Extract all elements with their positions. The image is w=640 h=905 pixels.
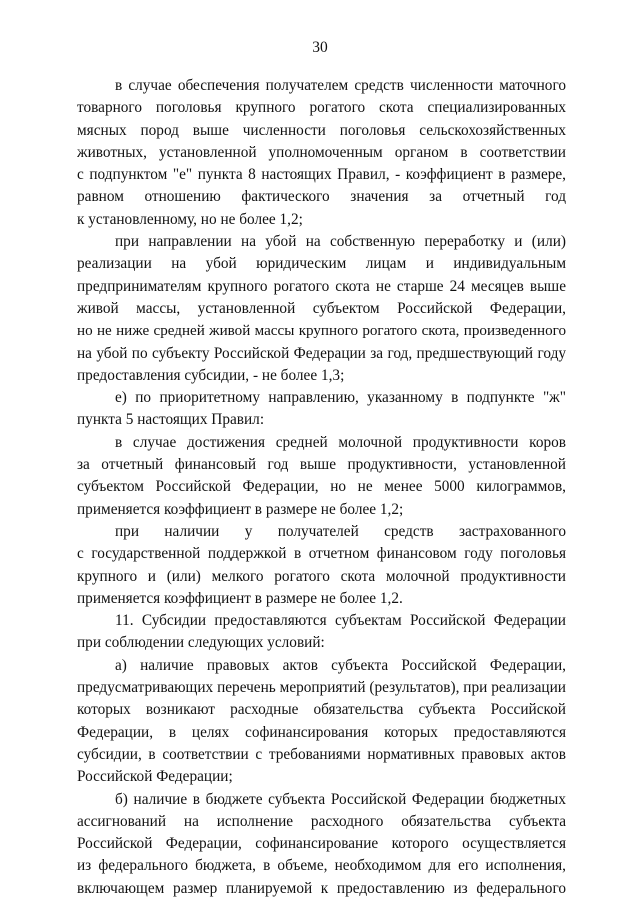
text-line: субъектом Российской Федерации, но не менее 5000 килограммов, (77, 478, 566, 496)
text-line: применяется коэффициент в размере не более 1,2; (77, 500, 404, 518)
text-line: за отчетный финансовый год выше продуктивности, установленной (77, 456, 566, 474)
text-line: применяется коэффициент в размере не более 1,2. (77, 589, 403, 607)
text-line: Российской Федерации, софинансирование которого осуществляется (77, 835, 566, 853)
text-line: предусматривающих перечень мероприятий (результатов), при реализации (77, 679, 566, 697)
text-line: в случае обеспечения получателем средств численности маточного (115, 77, 566, 94)
text-line: субсидии, в соответствии с требованиями нормативных правовых актов (77, 745, 566, 763)
document-body (77, 75, 566, 900)
text-line: б) наличие в бюджете субъекта Российской Федерации бюджетных (115, 790, 566, 808)
text-line: 11. Субсидии предоставляются субъектам Российской Федерации (115, 612, 566, 630)
text-line: с государственной поддержкой в отчетном финансовом году поголовья (77, 545, 566, 563)
text-line: при соблюдении следующих условий: (77, 634, 325, 652)
text-line: включающем размер планируемой к предоставлению из федерального (77, 879, 566, 897)
text-line: но не ниже средней живой массы крупного рогатого скота, произведенного (77, 323, 566, 340)
page-number: 30 (312, 39, 328, 56)
text-line: равном отношению фактического значения за отчетный год (77, 188, 566, 206)
text-line: Российской Федерации; (77, 768, 233, 786)
text-line: при направлении на убой на собственную переработку и (или) (115, 233, 566, 251)
text-line: а) наличие правовых актов субъекта Российской Федерации, (115, 656, 566, 674)
text-line: мясных пород выше численности поголовья сельскохозяйственных (77, 121, 566, 139)
text-line: предпринимателям крупного рогатого скота не старше 24 месяцев выше (77, 277, 566, 295)
text-line: при наличии у получателей средств застрахованного (115, 522, 566, 540)
text-line: е) по приоритетному направлению, указанному в подпункте "ж" (115, 389, 566, 407)
text-line: животных, установленной уполномоченным органом в соответствии (77, 143, 566, 161)
text-line: предоставления субсидии, - не более 1,3; (77, 366, 345, 384)
text-line: на убой по субъекту Российской Федерации за год, предшествующий году (77, 344, 566, 362)
text-line: к установленному, но не более 1,2; (77, 210, 303, 228)
text-line: крупного и (или) мелкого рогатого скота молочной продуктивности (77, 567, 566, 585)
text-line: реализации на убой юридическим лицам и индивидуальным (77, 255, 566, 273)
text-line: с подпунктом "е" пункта 8 настоящих Правил, - коэффициент в размере, (77, 166, 566, 184)
text-line: в случае достижения средней молочной продуктивности коров (115, 433, 566, 451)
text-line: Федерации, в целях софинансирования которых предоставляются (77, 723, 566, 741)
text-line: пункта 5 настоящих Правил: (77, 411, 265, 429)
text-line: живой массы, установленной субъектом Российской Федерации, (77, 299, 566, 317)
text-line: которых возникают расходные обязательства субъекта Российской (77, 701, 566, 719)
text-line: ассигнований на исполнение расходного обязательства субъекта (77, 812, 566, 830)
text-line: товарного поголовья крупного рогатого скота специализированных (77, 99, 566, 117)
text-line: из федерального бюджета, в объеме, необходимом для его исполнения, (77, 857, 566, 875)
